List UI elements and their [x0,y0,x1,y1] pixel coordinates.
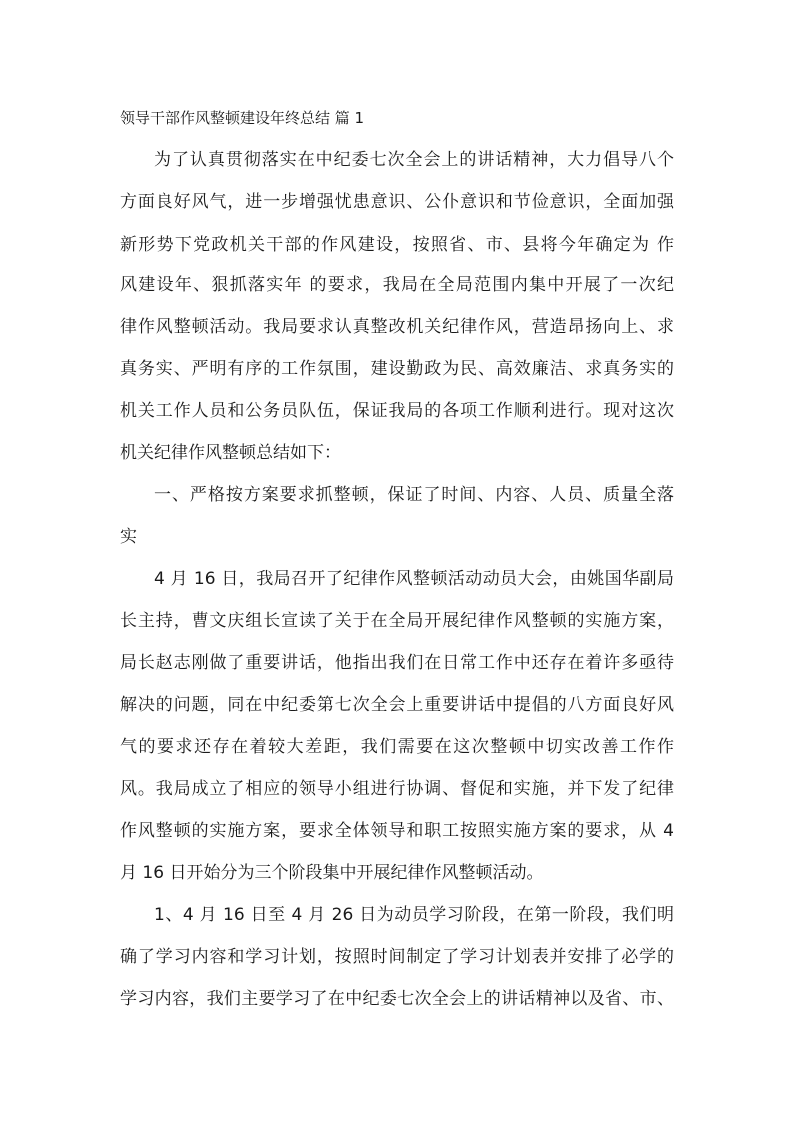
paragraph-line: 律作风整顿活动。我局要求认真整改机关纪律作风，营造昂扬向上、求 [120,317,674,337]
paragraph-line: 机关纪律作风整顿总结如下： [120,443,341,463]
paragraph-line: 4 月 16 日，我局召开了纪律作风整顿活动动员大会，由姚国华副局 [154,569,674,589]
paragraph-line: 机关工作人员和公务员队伍，保证我局的各项工作顺利进行。现对这次 [120,401,674,421]
paragraph-line: 方面良好风气，进一步增强忧患意识、公仆意识和节俭意识，全面加强 [120,192,674,212]
document-title: 领导干部作风整顿建设年终总结 篇 1 [120,109,365,127]
paragraph-line: 真务实、严明有序的工作氛围，建设勤政为民、高效廉洁、求真务实的 [120,359,674,379]
paragraph-line: 气的要求还存在着较大差距，我们需要在这次整顿中切实改善工作作 [120,737,674,757]
section-heading-line: 一、严格按方案要求抓整顿，保证了时间、内容、人员、质量全落 [154,485,674,505]
paragraph-line: 作风整顿的实施方案，要求全体领导和职工按照实施方案的要求，从 4 [120,821,674,841]
paragraph-line: 局长赵志刚做了重要讲话，他指出我们在日常工作中还存在着许多亟待 [120,653,674,673]
paragraph-line: 月 16 日开始分为三个阶段集中开展纪律作风整顿活动。 [120,863,544,883]
paragraph-line: 长主持，曹文庆组长宣读了关于在全局开展纪律作风整顿的实施方案， [120,611,674,631]
paragraph-line: 为了认真贯彻落实在中纪委七次全会上的讲话精神，大力倡导八个 [154,150,674,170]
paragraph-line: 确了学习内容和学习计划，按照时间制定了学习计划表并安排了必学的 [120,947,674,967]
paragraph-line: 风。我局成立了相应的领导小组进行协调、督促和实施，并下发了纪律 [120,779,674,799]
paragraph-line: 风建设年、狠抓落实年 的要求，我局在全局范围内集中开展了一次纪 [120,275,674,295]
paragraph-line: 解决的问题，同在中纪委第七次全会上重要讲话中提倡的八方面良好风 [120,695,674,715]
section-heading-line: 实 [120,527,137,547]
paragraph-line: 新形势下党政机关干部的作风建设，按照省、市、县将今年确定为 作 [120,235,674,255]
paragraph-line: 1、4 月 16 日至 4 月 26 日为动员学习阶段，在第一阶段，我们明 [154,905,674,925]
paragraph-line: 学习内容，我们主要学习了在中纪委七次全会上的讲话精神以及省、市、 [120,989,674,1009]
